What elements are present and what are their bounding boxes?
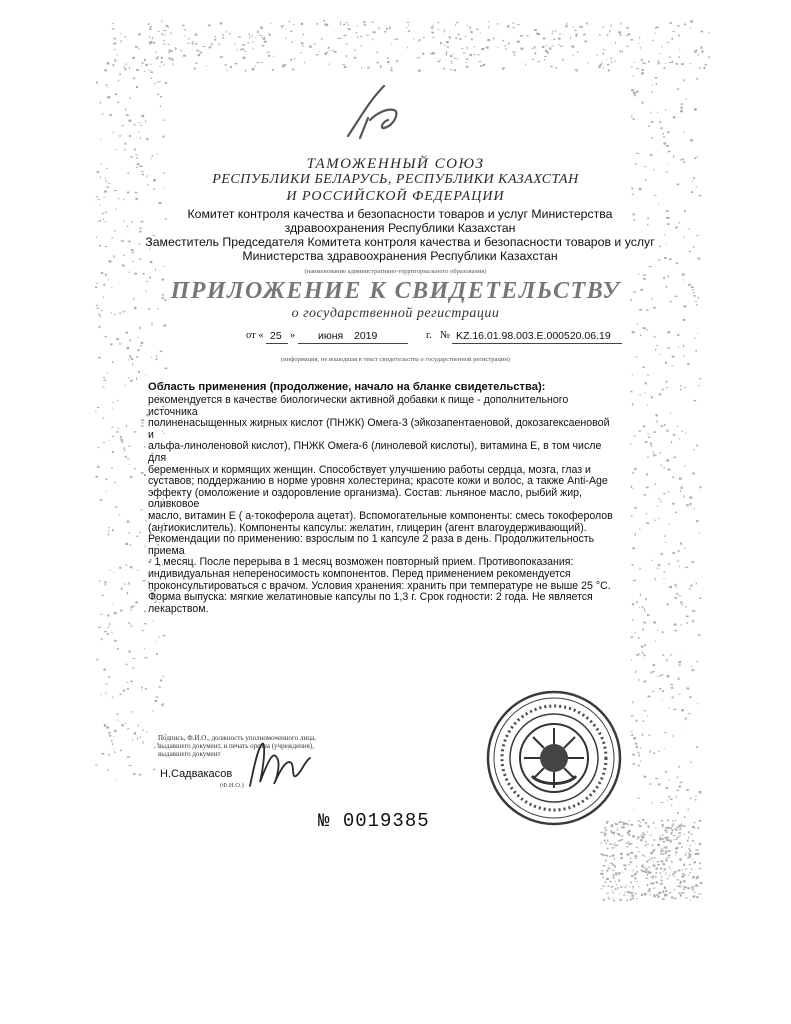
- number-underline: [452, 343, 622, 344]
- text-line: Рекомендации по применению: взрослым по 1 капсуле 2 раза в день. Продолжительность приема: [148, 533, 595, 557]
- issuer-deputy-chairman: Заместитель Председателя Комитета контроля качества и безопасности товаров и услуг Министерства здравоохранения Республики Казахстан: [145, 235, 655, 263]
- text-line: альфа-линоленовой кислот), ПНЖК Омега-6 (линолевой кислоты), витамина Е, в том числе для: [148, 440, 602, 464]
- serial-number: [318, 810, 430, 832]
- text-line: полиненасыщенных жирных кислот (ПНЖК) Омега-3 (эйкозапентаеновой, докозагексаеновой и: [148, 417, 610, 441]
- signer-caption-line: выдавшего документ: [158, 750, 221, 759]
- document-subtitle: о государственной регистрации: [291, 306, 500, 321]
- union-title: ТАМОЖЕННЫЙ СОЮЗ: [306, 156, 485, 172]
- registration-year-suffix: г.: [426, 330, 432, 341]
- official-seal-icon: [484, 688, 624, 828]
- serial-digits: 0019385: [342, 810, 430, 832]
- registration-month: июня: [318, 330, 344, 342]
- registration-day-close: »: [290, 330, 296, 341]
- text-line: беременных и кормящих женщин. Способствует улучшению работы сердца, мозга, глаз и: [148, 463, 591, 476]
- registration-year: 2019: [354, 330, 378, 342]
- document-title: ПРИЛОЖЕНИЕ К СВИДЕТЕЛЬСТВУ: [170, 278, 621, 304]
- serial-prefix: №: [318, 810, 331, 832]
- application-area-text: [148, 395, 618, 615]
- union-members-line: РЕСПУБЛИКИ БЕЛАРУСЬ, РЕСПУБЛИКИ КАЗАХСТАН: [212, 172, 579, 187]
- text-line: проконсультироваться с врачом. Условия хранения: хранить при температуре не выше 25 °С.: [148, 579, 611, 592]
- signature-icon: [240, 736, 320, 796]
- registration-number: KZ.16.01.98.003.E.000520.06.19: [456, 330, 611, 342]
- text-line: рекомендуется в качестве биологически активной добавки к пище - дополнительного источника: [148, 394, 569, 418]
- text-line: - 1 месяц. После перерыва в 1 месяц возможен повторный прием. Противопоказания:: [148, 556, 574, 569]
- issuer-caption: (наименование административно-территориального образования): [304, 268, 487, 275]
- signer-name: Н.Садвакасов: [160, 768, 233, 780]
- registration-number-label: №: [440, 330, 451, 341]
- issuer-committee: Комитет контроля качества и безопасности товаров и услуг Министерства здравоохранения Республики Казахстан: [187, 207, 613, 235]
- text-line: индивидуальная непереносимость компонентов. Перед применением рекомендуется: [148, 567, 571, 580]
- application-area-heading: Область применения (продолжение, начало на бланке свидетельства):: [148, 381, 546, 393]
- handwritten-mark-icon: [340, 78, 410, 148]
- text-line: эффекту (омоложение и оздоровление организма). Состав: льняное масло, рыбий жир, оливковое: [148, 486, 582, 511]
- text-line: (антиокислитель). Компоненты капсулы: желатин, глицерин (агент влагоудерживающий).: [148, 521, 587, 534]
- text-line: масло, витамин Е ( а-токоферола ацетат). Вспомогательные компоненты: смесь токоферолов: [148, 509, 613, 522]
- signer-caption-line: выдавшего документ, и печать органа (учреждения),: [158, 742, 314, 751]
- text-line: лекарством.: [148, 602, 209, 615]
- signer-caption-line: Подпись, Ф.И.О., должность уполномоченного лица,: [158, 734, 316, 742]
- registration-day: 25: [270, 330, 282, 342]
- signer-fio-caption: (Ф.И.О.): [220, 782, 244, 789]
- text-line: Форма выпуска: мягкие желатиновые капсулы по 1,3 г. Срок годности: 2 года. Не является: [148, 591, 593, 604]
- month-year-underline: [298, 343, 408, 344]
- registration-caption: (информация, не вошедшая в текст свидетельства о государственной регистрации): [281, 356, 510, 363]
- union-federation-line: И РОССИЙСКОЙ ФЕДЕРАЦИИ: [286, 189, 505, 204]
- text-line: суставов; поддержанию в норме уровня холестерина; красоте кожи и волос, а также Anti-Age: [148, 475, 608, 488]
- registration-from-label: от «: [246, 330, 264, 341]
- day-underline: [266, 343, 288, 344]
